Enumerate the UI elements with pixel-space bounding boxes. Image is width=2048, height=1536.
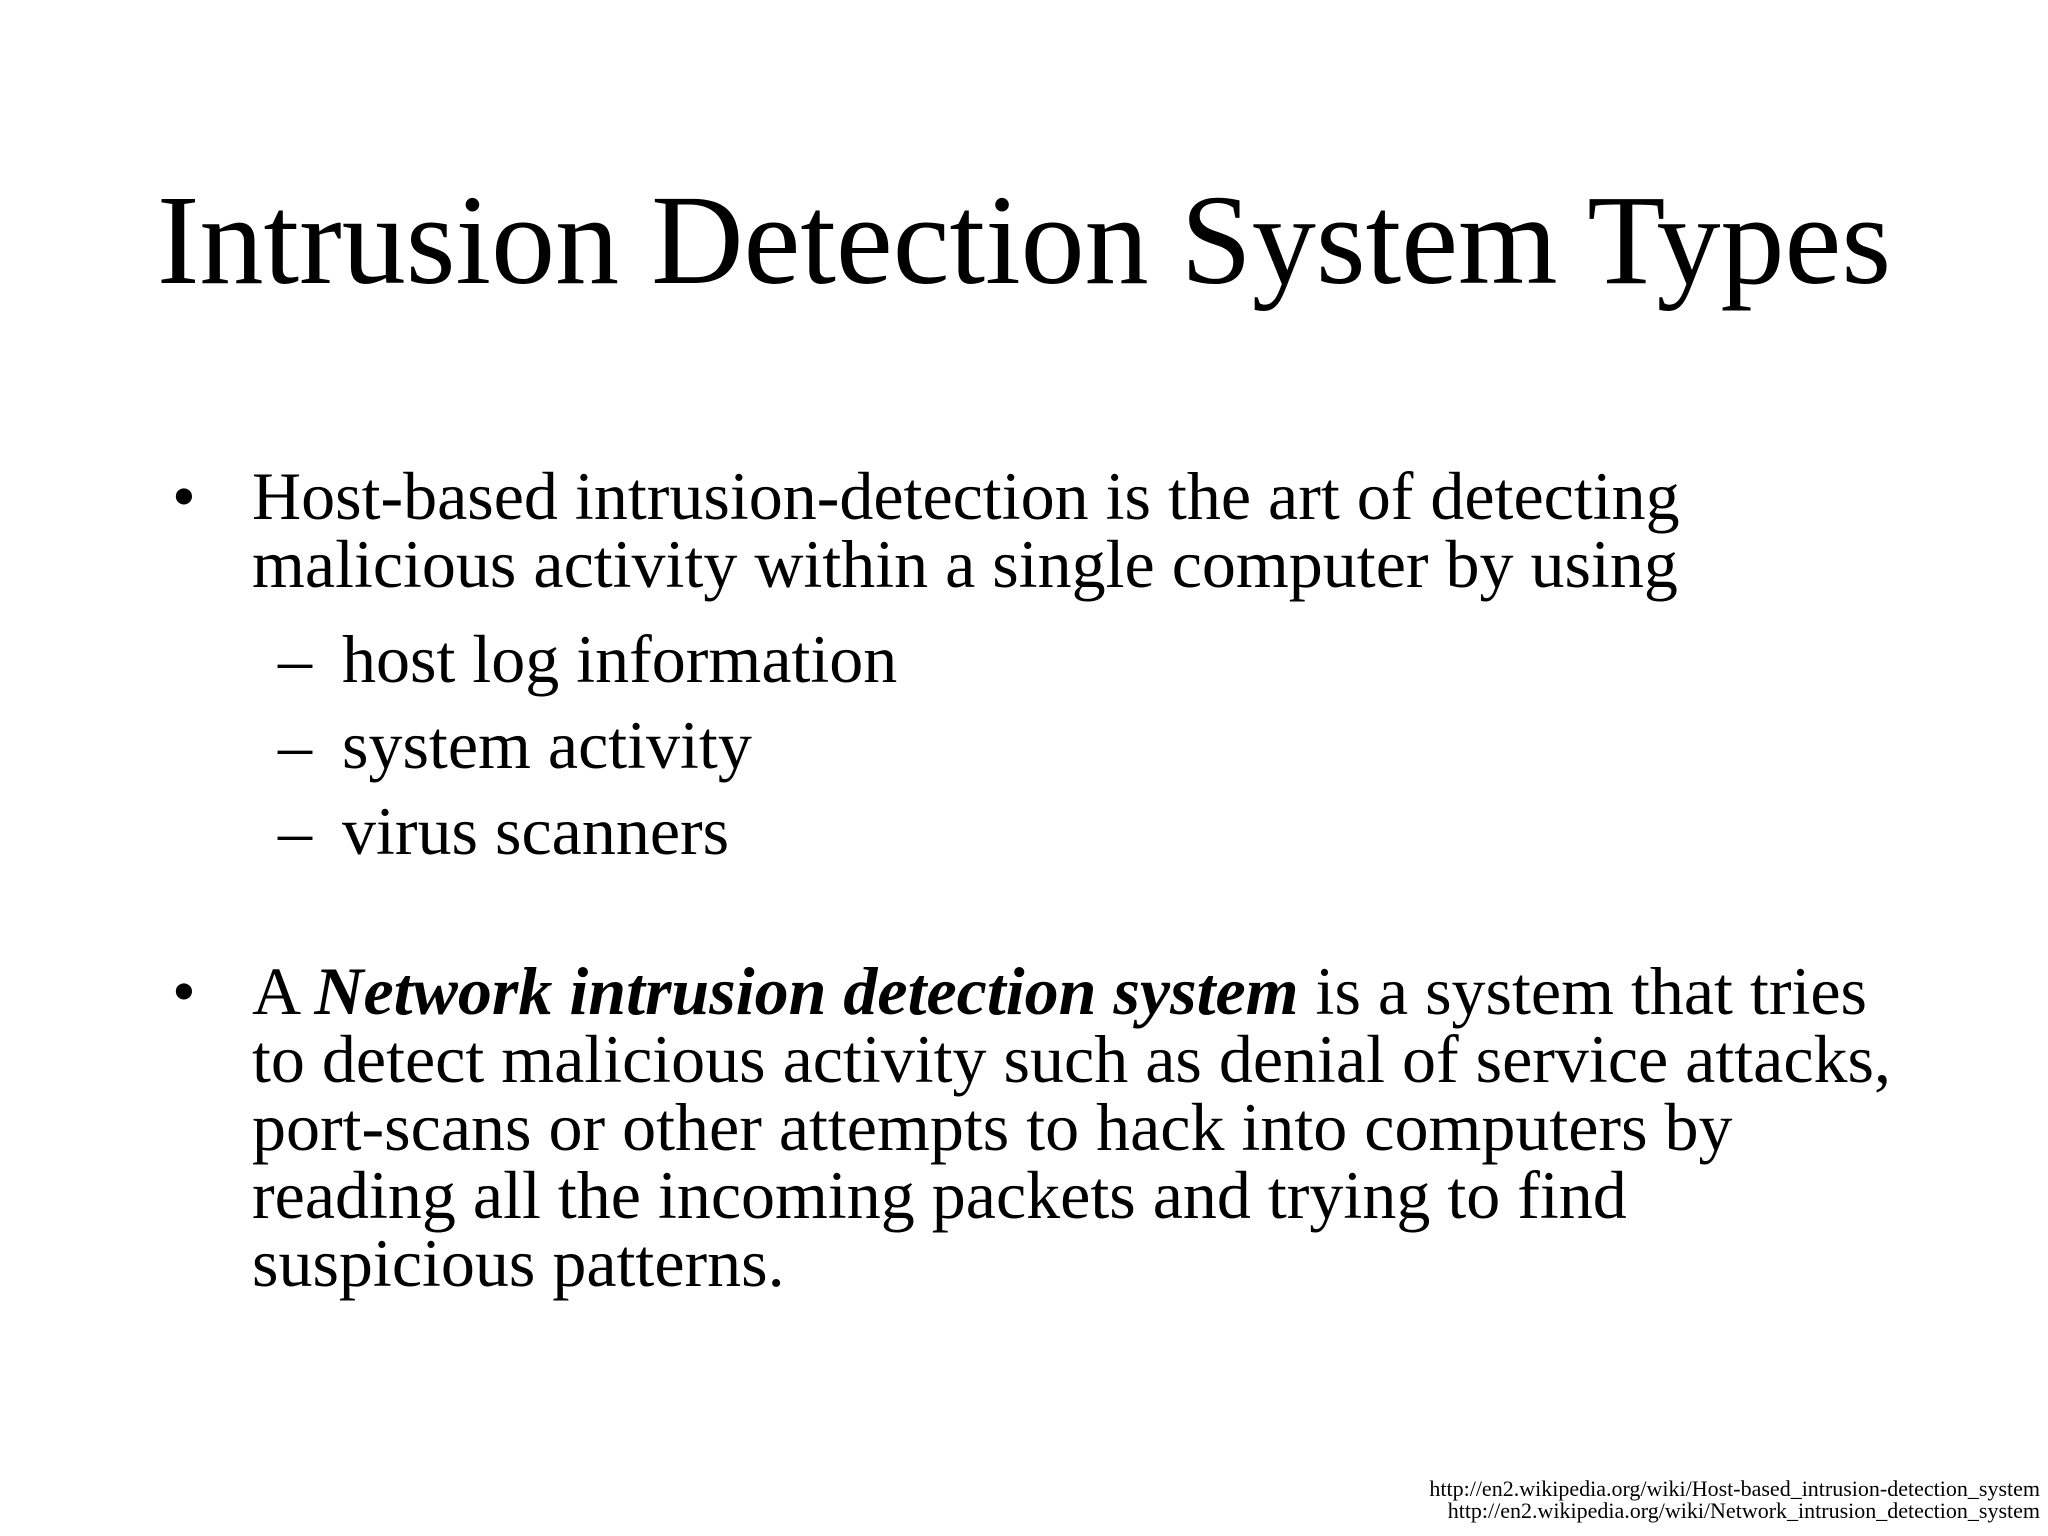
list-item bbox=[278, 788, 1778, 874]
bullet-host-based bbox=[172, 458, 1932, 602]
sub-marker: – bbox=[278, 621, 312, 697]
bullet-prefix: A bbox=[252, 953, 315, 1029]
bullet-line: port-scans or other attempts to hack into computers by bbox=[252, 1089, 1733, 1165]
sub-marker: – bbox=[278, 707, 312, 783]
emphasis-term: Network intrusion detection system bbox=[314, 953, 1299, 1029]
list-item-label: system activity bbox=[342, 707, 752, 783]
bullet-line-rest: is a system that tries bbox=[1298, 953, 1868, 1029]
bullet-line: to detect malicious activity such as denial of service attacks, bbox=[252, 1021, 1891, 1097]
bullet-line: Host-based intrusion-detection is the art of detecting bbox=[252, 458, 1680, 534]
bullet-line: malicious activity within a single computer by using bbox=[252, 526, 1678, 602]
bullet-text bbox=[252, 953, 1932, 1301]
list-item-label: virus scanners bbox=[342, 793, 730, 869]
list-item bbox=[278, 616, 1778, 702]
reference-link: http://en2.wikipedia.org/wiki/Host-based_intrusion-detection_system bbox=[1429, 1476, 2040, 1501]
sub-list bbox=[278, 616, 1778, 874]
bullet-marker: • bbox=[172, 953, 196, 1029]
sub-marker: – bbox=[278, 793, 312, 869]
references bbox=[1429, 1478, 2040, 1522]
bullet-network-ids bbox=[172, 953, 1932, 1301]
bullet-line: suspicious patterns. bbox=[252, 1225, 785, 1301]
slide-title: Intrusion Detection System Types bbox=[156, 169, 1892, 311]
bullet-line: reading all the incoming packets and trying to find bbox=[252, 1157, 1627, 1233]
bullet-marker: • bbox=[172, 458, 196, 534]
list-item-label: host log information bbox=[342, 621, 898, 697]
reference-link: http://en2.wikipedia.org/wiki/Network_intrusion_detection_system bbox=[1447, 1498, 2040, 1523]
bullet-text bbox=[252, 458, 1932, 602]
bullet-line bbox=[252, 953, 1932, 1029]
list-item bbox=[278, 702, 1778, 788]
